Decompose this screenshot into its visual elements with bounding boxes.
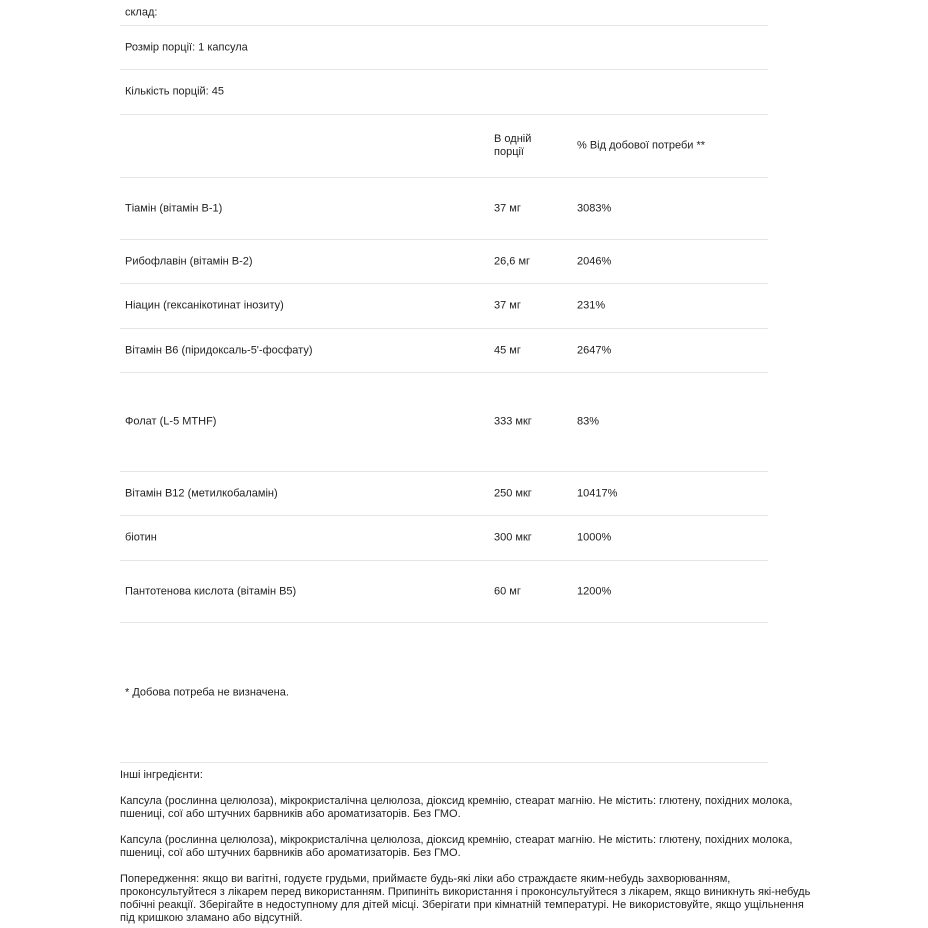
other-ingredients-text: Капсула (рослинна целюлоза), мікрокристалічна целюлоза, діоксид кремнію, стеарат магнію. Не містить: глютену, похідних молока, пшениці, сої або штучних барвників або ароматизаторів. Без ГМО. bbox=[120, 795, 793, 820]
column-header-daily-value: % Від добової потреби ** bbox=[577, 139, 706, 152]
table-row bbox=[120, 240, 768, 284]
other-ingredients-title: Інші інгредієнти: bbox=[120, 769, 203, 781]
nutrient-daily-value: 3083% bbox=[577, 202, 612, 214]
column-header-per-serving: В одній порції bbox=[494, 133, 532, 158]
composition-row bbox=[120, 0, 768, 26]
serving-size: Розмір порції: 1 капсула bbox=[125, 41, 248, 53]
servings-count-row bbox=[120, 70, 768, 115]
table-row bbox=[120, 472, 768, 516]
footnote-row bbox=[120, 623, 768, 763]
nutrient-daily-value: 83% bbox=[577, 415, 600, 428]
nutrient-daily-value: 10417% bbox=[577, 487, 618, 499]
nutrient-name: Вітамін B12 (метилкобаламін) bbox=[125, 487, 278, 499]
nutrient-daily-value: 231% bbox=[577, 299, 606, 312]
other-ingredients-text: Капсула (рослинна целюлоза), мікрокристалічна целюлоза, діоксид кремнію, стеарат магнію. Не містить: глютену, похідних молока, пшениці, сої або штучних барвників або ароматизаторів. Без ГМО. bbox=[120, 834, 793, 859]
nutrient-name: Фолат (L-5 MTHF) bbox=[125, 415, 217, 428]
servings-count: Кількість порцій: 45 bbox=[125, 85, 225, 98]
footnote: * Добова потреба не визначена. bbox=[125, 686, 289, 698]
nutrient-name: Вітамін В6 (піридоксаль-5'-фосфату) bbox=[125, 344, 313, 356]
table-row bbox=[120, 561, 768, 623]
composition-label: склад: bbox=[125, 6, 158, 18]
nutrient-amount: 26,6 мг bbox=[494, 255, 531, 267]
warning-text: Попередження: якщо ви вагітні, годуєте грудьми, приймаєте будь-які ліки або страждаєте яким-небудь захворюванням, проконсультуйтеся з лікарем перед використанням. Припиніть використання і проконсультуйтеся з лікарем, якщо виникнуть які-небудь побічні реакції. Зберігайте в недоступному для дітей місці. Зберігати при кімнатній температурі. Не використовуйте, якщо ущільнення під кришкою зламано або відсутній. bbox=[120, 873, 811, 924]
supplement-facts-table bbox=[120, 0, 768, 763]
table-row bbox=[120, 178, 768, 240]
serving-size-row bbox=[120, 26, 768, 70]
nutrient-name: Тіамін (вітамін B-1) bbox=[125, 202, 223, 214]
nutrient-daily-value: 2647% bbox=[577, 344, 612, 356]
table-row bbox=[120, 284, 768, 329]
nutrient-amount: 37 мг bbox=[494, 299, 521, 312]
nutrient-name: Пантотенова кислота (вітамін B5) bbox=[125, 585, 297, 597]
nutrient-daily-value: 1000% bbox=[577, 531, 612, 544]
table-row bbox=[120, 329, 768, 373]
nutrient-amount: 60 мг bbox=[494, 585, 521, 597]
table-row bbox=[120, 373, 768, 472]
nutrient-daily-value: 2046% bbox=[577, 255, 612, 267]
other-ingredients-section bbox=[120, 769, 820, 925]
nutrient-name: Ніацин (гексанікотинат інозиту) bbox=[125, 299, 284, 312]
table-header-row bbox=[120, 115, 768, 178]
nutrient-amount: 250 мкг bbox=[494, 487, 532, 499]
nutrient-amount: 300 мкг bbox=[494, 531, 532, 544]
nutrient-amount: 37 мг bbox=[494, 202, 521, 214]
table-row bbox=[120, 516, 768, 561]
nutrient-amount: 45 мг bbox=[494, 344, 521, 356]
nutrient-name: Рибофлавін (вітамін B-2) bbox=[125, 255, 253, 267]
nutrient-daily-value: 1200% bbox=[577, 585, 612, 597]
nutrient-amount: 333 мкг bbox=[494, 415, 532, 428]
nutrient-name: біотин bbox=[125, 531, 157, 544]
